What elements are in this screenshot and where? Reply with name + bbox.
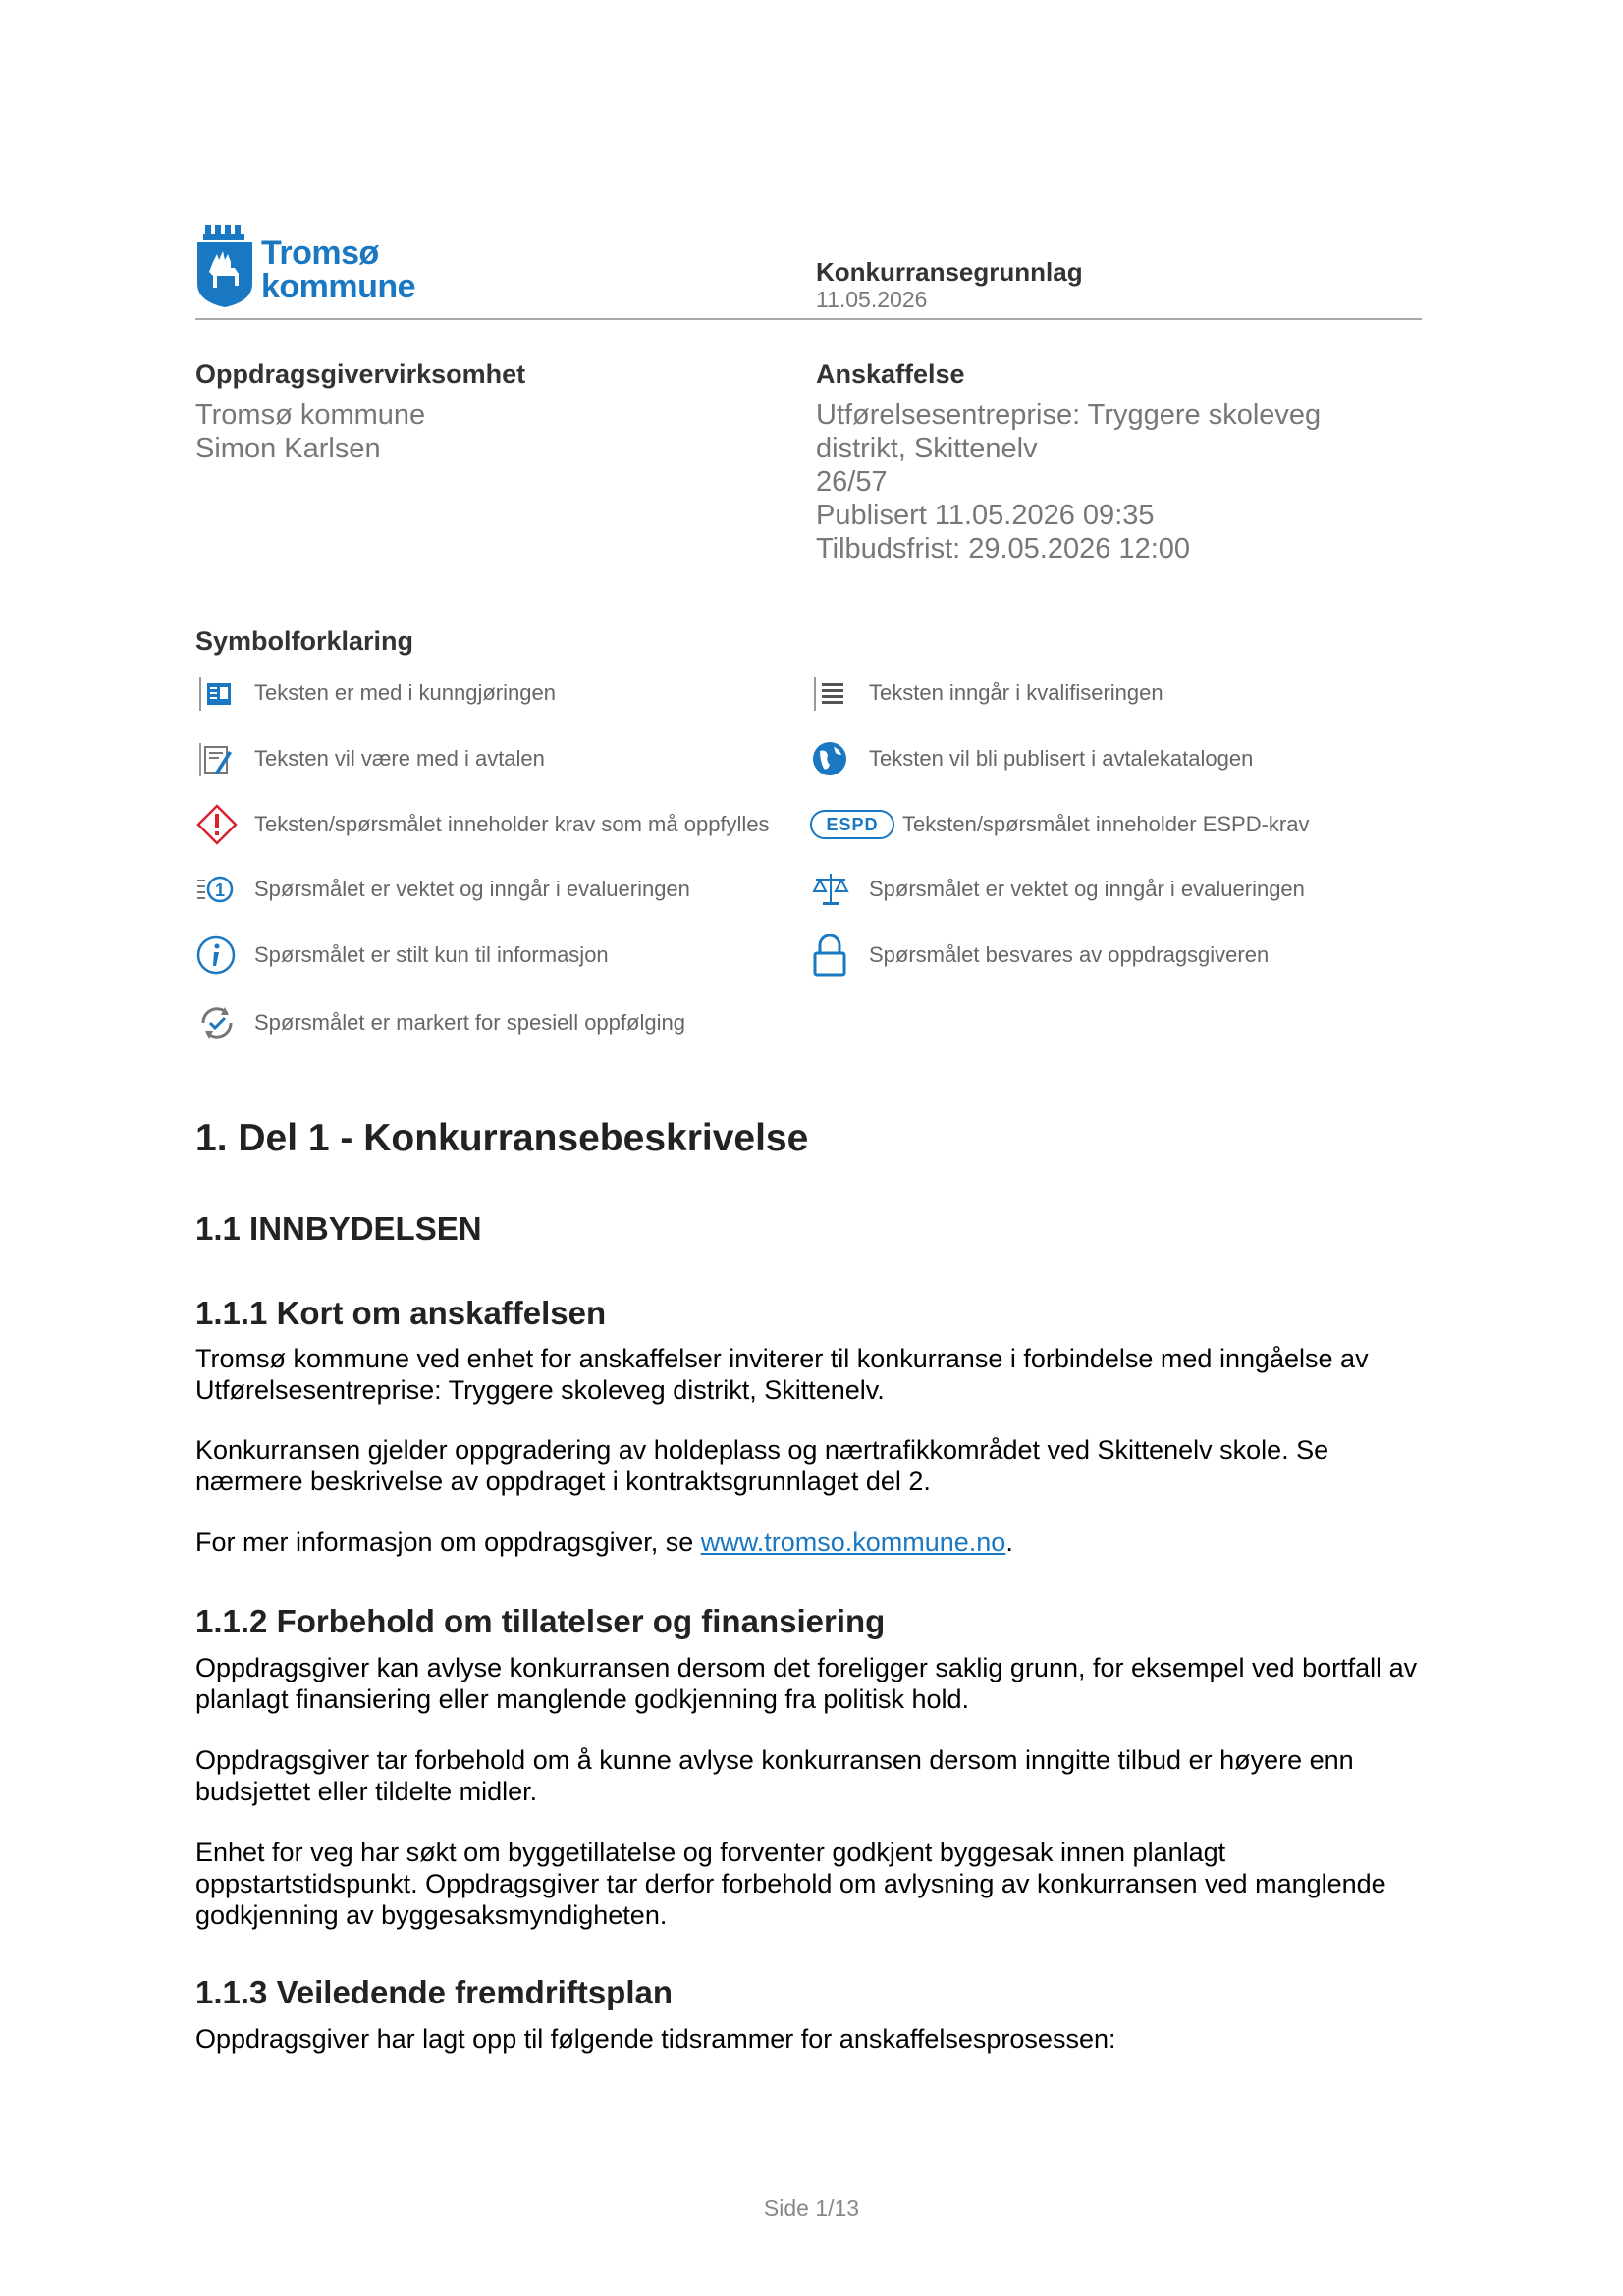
followup-icon — [195, 1001, 243, 1044]
legend-text: Spørsmålet besvares av oppdragsgiveren — [869, 942, 1270, 967]
legend-item-scale — [810, 868, 1305, 911]
legend-item-weighted — [195, 868, 690, 911]
client-heading: Oppdragsgivervirksomhet — [195, 359, 526, 389]
paragraph-111-3 — [195, 1526, 1433, 1558]
paragraph-111-3-end: . — [1005, 1527, 1013, 1557]
svg-text:1: 1 — [214, 881, 226, 900]
espd-icon: ESPD — [810, 810, 894, 839]
section-heading-1: 1. Del 1 - Konkurransebeskrivelse — [195, 1117, 809, 1159]
legend-text: Spørsmålet er stilt kun til informasjon — [254, 942, 609, 967]
client-org: Tromsø kommune — [195, 400, 426, 431]
procurement-heading: Anskaffelse — [816, 359, 965, 389]
legend-item-info — [195, 934, 609, 977]
section-heading-1-1-1: 1.1.1 Kort om anskaffelsen — [195, 1295, 607, 1331]
legend-text: Teksten/spørsmålet inneholder krav som må oppfylles — [254, 812, 770, 836]
legend-text: Spørsmålet er vektet og inngår i evalueringen — [869, 877, 1305, 901]
coat-of-arms-icon — [195, 223, 254, 309]
legend-item-lock — [810, 934, 1269, 977]
section-heading-1-1-3: 1.1.3 Veiledende fremdriftsplan — [195, 1974, 674, 2010]
weighted-list-icon — [195, 868, 243, 911]
paragraph-112-3: Enhet for veg har søkt om byggetillatelse og forventer godkjent byggesak innen planlagt oppstartstidspunkt. Oppdragsgiver tar derfor forbehold om avlysning av konkurransen ved manglende godkjenning av byggesaksmyndigheten. — [195, 1838, 1386, 1930]
procurement-title-line1: Utførelsesentreprise: Tryggere skoleveg — [816, 400, 1322, 431]
legend-text: Teksten inngår i kvalifiseringen — [869, 680, 1163, 705]
paragraph-113-1: Oppdragsgiver har lagt opp til følgende tidsrammer for anskaffelsesprosessen: — [195, 2024, 1116, 2054]
paragraph-112-2: Oppdragsgiver tar forbehold om å kunne avlyse konkurransen dersom inngitte tilbud er høyere enn budsjettet eller tildelte midler. — [195, 1745, 1354, 1806]
legend-item-globe — [810, 737, 1253, 780]
header-divider — [195, 318, 1422, 320]
section-heading-1-1-2: 1.1.2 Forbehold om tillatelser og finansiering — [195, 1603, 886, 1639]
legend-text: Teksten vil bli publisert i avtalekatalogen — [869, 746, 1254, 771]
document-type: Konkurransegrunnlag — [816, 257, 1083, 287]
legend-text: Teksten er med i kunngjøringen — [254, 680, 556, 705]
legend-item-announcement — [195, 671, 556, 715]
globe-icon — [810, 737, 857, 780]
client-contact: Simon Karlsen — [195, 433, 381, 464]
info-icon — [195, 934, 243, 977]
paragraph-112-1: Oppdragsgiver kan avlyse konkurransen dersom det foreligger saklig grunn, for eksempel ved bortfall av planlagt finansiering eller manglende godkjenning fra politisk hold. — [195, 1653, 1418, 1714]
legend-item-followup — [195, 1001, 685, 1044]
logo-text-line1: Tromsø — [261, 235, 379, 272]
lock-icon — [810, 934, 857, 977]
section-heading-1-1: 1.1 INNBYDELSEN — [195, 1210, 482, 1247]
warning-icon — [195, 803, 243, 846]
legend-text: Spørsmålet er vektet og inngår i evalueringen — [254, 877, 690, 901]
qualification-icon — [810, 671, 857, 715]
logo-text-line2: kommune — [261, 268, 416, 305]
paragraph-111-1: Tromsø kommune ved enhet for anskaffelser inviterer til konkurranse i forbindelse med inngåelse av Utførelsesentreprise: Tryggere skoleveg distrikt, Skittenelv. — [195, 1344, 1369, 1405]
contract-icon — [195, 737, 243, 780]
paragraph-111-3-text: For mer informasjon om oppdragsgiver, se — [195, 1527, 701, 1557]
paragraph-111-2: Konkurransen gjelder oppgradering av holdeplass og nærtrafikkområdet ved Skittenelv skole. Se nærmere beskrivelse av oppdraget i kontraktsgrunnlaget del 2. — [195, 1435, 1329, 1496]
legend-item-espd — [810, 803, 1310, 846]
page-number: Side 1/13 — [763, 2195, 860, 2220]
scale-icon — [810, 868, 857, 911]
procurement-reference: 26/57 — [816, 466, 888, 498]
procurement-published: Publisert 11.05.2026 09:35 — [816, 500, 1155, 531]
legend-text: Spørsmålet er markert for spesiell oppfølging — [254, 1010, 685, 1035]
legend-text: Teksten vil være med i avtalen — [254, 746, 545, 771]
legend-title: Symbolforklaring — [195, 626, 414, 656]
legend-item-qualification — [810, 671, 1163, 715]
client-website-link[interactable]: www.tromso.kommune.no — [700, 1527, 1006, 1557]
procurement-title-line2: distrikt, Skittenelv — [816, 433, 1038, 464]
document-date: 11.05.2026 — [816, 287, 928, 312]
announcement-icon — [195, 671, 243, 715]
legend-text: Teksten/spørsmålet inneholder ESPD-krav — [902, 812, 1310, 836]
legend-item-contract — [195, 737, 545, 780]
procurement-deadline: Tilbudsfrist: 29.05.2026 12:00 — [816, 533, 1191, 564]
legend-item-requirement — [195, 803, 770, 846]
